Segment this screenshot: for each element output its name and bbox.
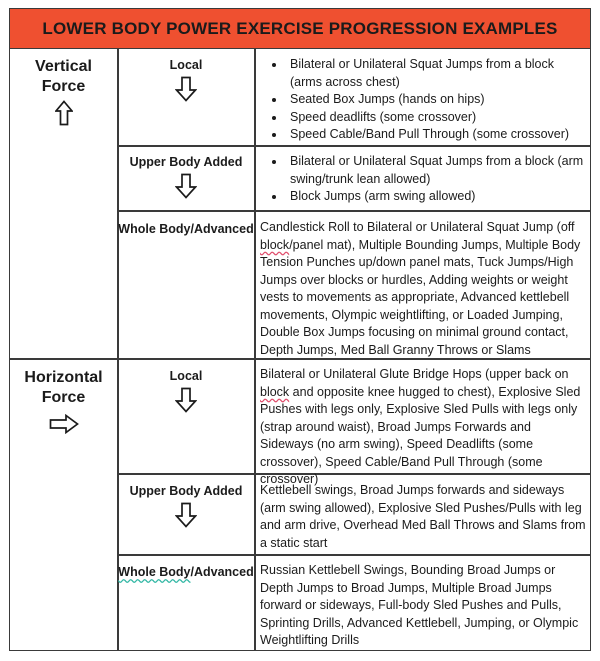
- spellcheck-marked-word: block: [260, 384, 290, 399]
- row-label-local: Local: [169, 58, 203, 72]
- row-label-upper-body-added: Upper Body Added: [129, 484, 243, 498]
- sub-label-cell: [118, 221, 254, 237]
- row-divider: [117, 554, 591, 556]
- spellcheck-marked-word: block: [260, 237, 290, 252]
- exercise-list: [262, 56, 587, 144]
- row-label-upper-body-added: Upper Body Added: [129, 155, 243, 169]
- down-arrow-icon: [175, 173, 197, 199]
- force-label-line2: Force: [41, 78, 86, 95]
- force-label-line1: Horizontal: [24, 369, 103, 386]
- list-item: • Bilateral or Unilateral Squat Jumps from a block (arm swing/trunk lean allowed): [286, 153, 587, 188]
- column-divider-left: [117, 48, 119, 651]
- column-divider-right: [254, 48, 256, 651]
- right-arrow-icon: [49, 414, 79, 434]
- sub-label-cell: [118, 154, 254, 199]
- sub-label-cell: [118, 564, 254, 580]
- spellcheck-marked-word: Whole Body: [118, 565, 191, 579]
- exercise-list: [262, 153, 587, 206]
- section-horizontal-force: [10, 368, 117, 434]
- exercise-description: Kettlebell swings, Broad Jumps forwards and sideways (arm swing allowed), Explosive Sled Pushes/Pulls with leg and arm drive, Overhead Med Ball Throws and Slams from a static start: [260, 483, 586, 550]
- sub-label-cell: [118, 368, 254, 413]
- list-item: • Block Jumps (arm swing allowed): [286, 188, 587, 206]
- list-item: • Speed deadlifts (some crossover): [286, 109, 587, 127]
- section-vertical-force: [10, 57, 117, 126]
- down-arrow-icon: [175, 502, 197, 528]
- row-label-whole-body-advanced: Whole Body/Advanced: [118, 565, 254, 579]
- exercise-description: Bilateral or Unilateral Glute Bridge Hops (upper back on block and opposite knee hugged to chest), Explosive Sled Pushes with legs only, Explosive Sled Pulls with legs only (strap around waist), Broad Jumps Forwards and Sideways (no arm swing), Speed Deadlifts (some crossover), Speed Cable/Band Pull Through (some crossover): [260, 367, 581, 486]
- up-arrow-icon: [55, 100, 73, 126]
- sub-label-cell: [118, 483, 254, 528]
- row-divider: [117, 210, 591, 212]
- table-title: LOWER BODY POWER EXERCISE PROGRESSION EXAMPLES: [10, 9, 590, 49]
- down-arrow-icon: [175, 387, 197, 413]
- list-item: • Speed Cable/Band Pull Through (some crossover): [286, 126, 587, 144]
- down-arrow-icon: [175, 76, 197, 102]
- force-label-line2: Force: [41, 389, 86, 406]
- list-item: • Seated Box Jumps (hands on hips): [286, 91, 587, 109]
- force-label-line1: Vertical: [35, 58, 92, 75]
- sub-label-cell: [118, 57, 254, 102]
- exercise-description: Russian Kettlebell Swings, Bounding Broad Jumps or Depth Jumps to Broad Jumps, Multiple Broad Jumps forward or sideways, Full-body Sled Pushes and Pulls, Sprinting Drills, Advanced Kettlebell, Jumping, or Olympic Weightlifting Drills: [260, 563, 579, 647]
- row-label-local: Local: [169, 369, 203, 383]
- row-divider: [117, 145, 591, 147]
- exercise-description: Candlestick Roll to Bilateral or Unilateral Squat Jump (off block/panel mat), Multiple Bounding Jumps, Multiple Body Tension Punches up/down panel mats, Tuck Jumps/High Jumps over blocks or hurdles, Adding weights or weight vests to movements as appropriate, Advanced kettlebell movements, Olympic weightlifting, or Loaded Jumping, Double Box Jumps focusing on minimal ground contact, Depth Jumps, Med Ball Granny Throws or Slams: [260, 220, 581, 357]
- list-item: • Bilateral or Unilateral Squat Jumps from a block (arms across chest): [286, 56, 587, 91]
- row-label-whole-body-advanced: Whole Body/Advanced: [118, 222, 254, 236]
